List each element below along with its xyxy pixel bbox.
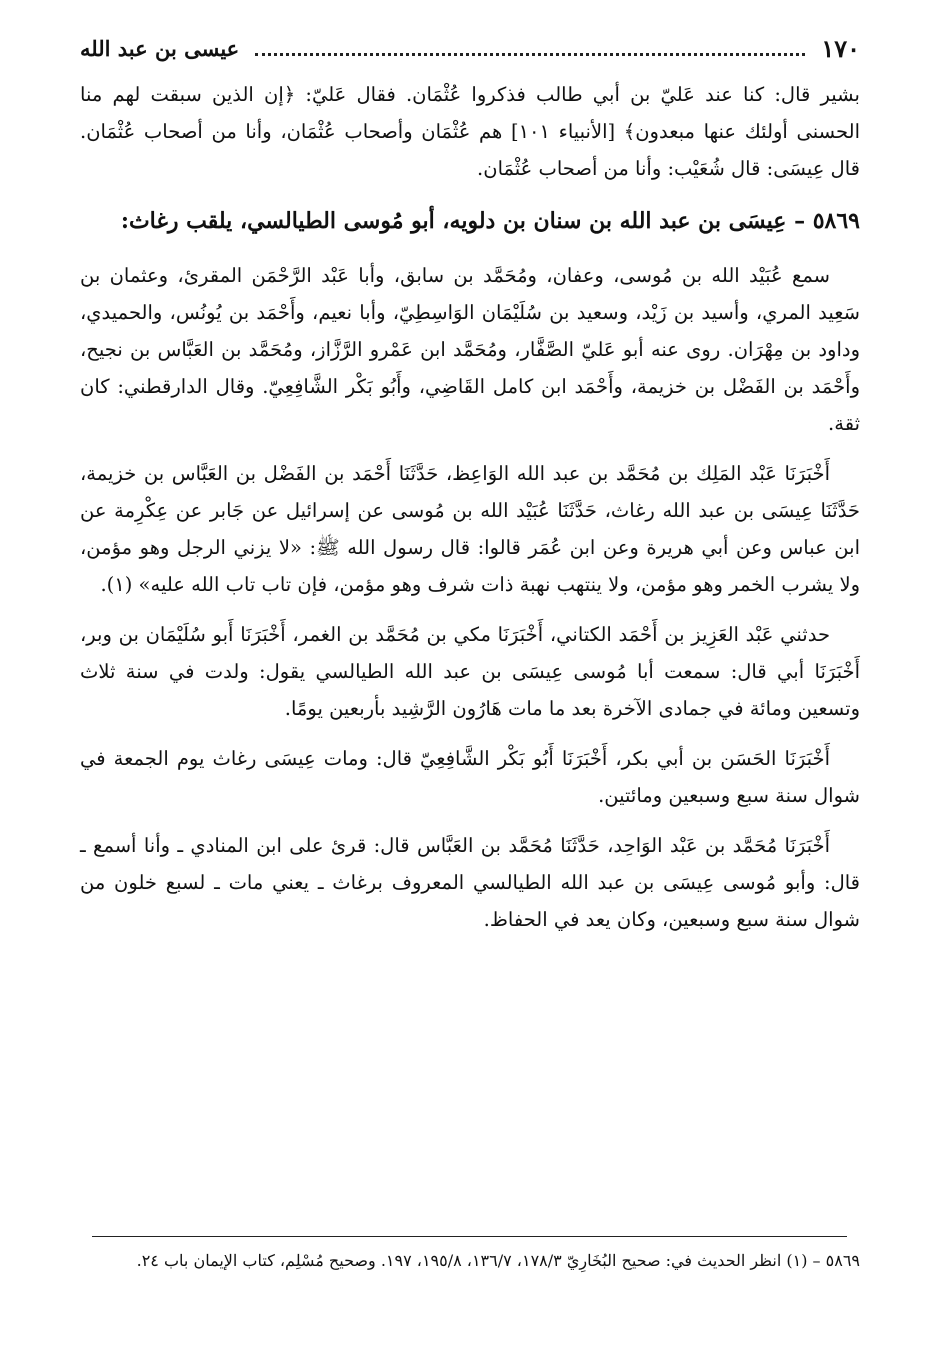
- paragraph-death: أَخْبَرَنَا الحَسَن بن أبي بكر، أَخْبَرَنَا أَبُو بَكْر الشَّافِعِيّ قال: ومات عِيسَى رغاث يوم الجمعة في شوال سنة سبع وسبعين ومائتين.: [80, 747, 860, 807]
- paragraph-continuation: بشير قال: كنا عند عَليّ بن أبي طالب فذكروا عُثْمَان. فقال عَليّ: ﴿إن الذين سبقت لهم منا الحسنى أولئك عنها مبعدون﴾ [الأنبياء ١٠١] هم عُثْمَان وأصحاب عُثْمَان، وأنا من أصحاب عُثْمَان. قال عِيسَى: قال شُعَيْب: وأنا من أصحاب عُثْمَان.: [80, 83, 860, 180]
- entry-heading: ٥٨٦٩ – عِيسَى بن عبد الله بن سنان بن دلويه، أبو مُوسى الطيالسي، يلقب رغاث:: [120, 208, 860, 234]
- running-title: عيسى بن عبد الله: [80, 35, 240, 61]
- paragraph-narrators: سمع عُبَيْد الله بن مُوسى، وعفان، ومُحَمَّد بن سابق، وأبا عَبْد الرَّحْمَن المقرئ، وعثمان بن سَعِيد المري، وأسيد بن زَيْد، وسعيد بن سُلَيْمَان الوَاسِطِيّ، وأبا نعيم، وأَحْمَد بن يُونُس، والحميدي، وداود بن مِهْرَان. روى عنه أبو عَليّ الصَّفَّار، ومُحَمَّد ابن عَمْرو الرَّزَّاز، ومُحَمَّد بن العَبَّاس بن نجيح، وأَحْمَد بن الفَضْل بن خزيمة، وأَحْمَد ابن كامل القَاضِي، وأَبُو بَكْر الشَّافِعِيّ. وقال الدارقطني: كان ثقة.: [80, 264, 860, 435]
- dotted-leader: [255, 53, 805, 56]
- main-text: [80, 76, 860, 951]
- paragraph-hadith: أَخْبَرَنَا عَبْد المَلِك بن مُحَمَّد بن عبد الله الوَاعِظ، حَدَّثَنَا أَحْمَد بن الفَضْل بن العَبَّاس بن خزيمة، حَدَّثَنَا عِيسَى بن عبد الله رغاث، حَدَّثَنَا عُبَيْد الله بن مُوسى عن إسرائيل عن جَابر عن عِكْرِمة عن ابن عباس وعن أبي هريرة وعن ابن عُمَر قالوا: قال رسول الله ﷺ: «لا يزني الرجل وهو مؤمن، ولا يشرب الخمر وهو مؤمن، ولا ينتهب نهبة ذات شرف وهو مؤمن، فإن تاب تاب الله عليه» (١).: [80, 462, 860, 596]
- page-number: ١٧٠: [821, 33, 860, 63]
- paragraph-death-date: أَخْبَرَنَا مُحَمَّد بن عَبْد الوَاحِد، حَدَّثَنَا مُحَمَّد بن العَبَّاس قال: قرئ على ابن المنادي ـ وأنا أسمع ـ قال: وأبو مُوسى عِيسَى بن عبد الله الطيالسي المعروف برغاث ـ يعني مات ـ لسبع خلون من شوال سنة سبع وسبعين، وكان يعد في الحفاظ.: [80, 834, 860, 931]
- running-header: [80, 28, 860, 68]
- footnote: ٥٨٦٩ – (١) انظر الحديث في: صحيح البُخَارِيّ ١٧٨/٣، ١٣٦/٧، ١٩٥/٨، ١٩٧. وصحيح مُسْلِم، كتاب الإيمان باب ٢٤.: [136, 1251, 860, 1270]
- paragraph-birth: حدثني عَبْد العَزِيز بن أَحْمَد الكتاني، أَخْبَرَنَا مكي بن مُحَمَّد بن الغمر، أَخْبَرَنَا أَبو سُلَيْمَان بن وبر، أَخْبَرَنَا أبي قال: سمعت أبا مُوسى عِيسَى بن عبد الله الطيالسي يقول: ولدت في سنة ثلاث وتسعين ومائة في جمادى الآخرة بعد ما مات هَارُون الرَّشِيد بأربعين يومًا.: [80, 623, 860, 720]
- footnote-divider: [92, 1236, 847, 1237]
